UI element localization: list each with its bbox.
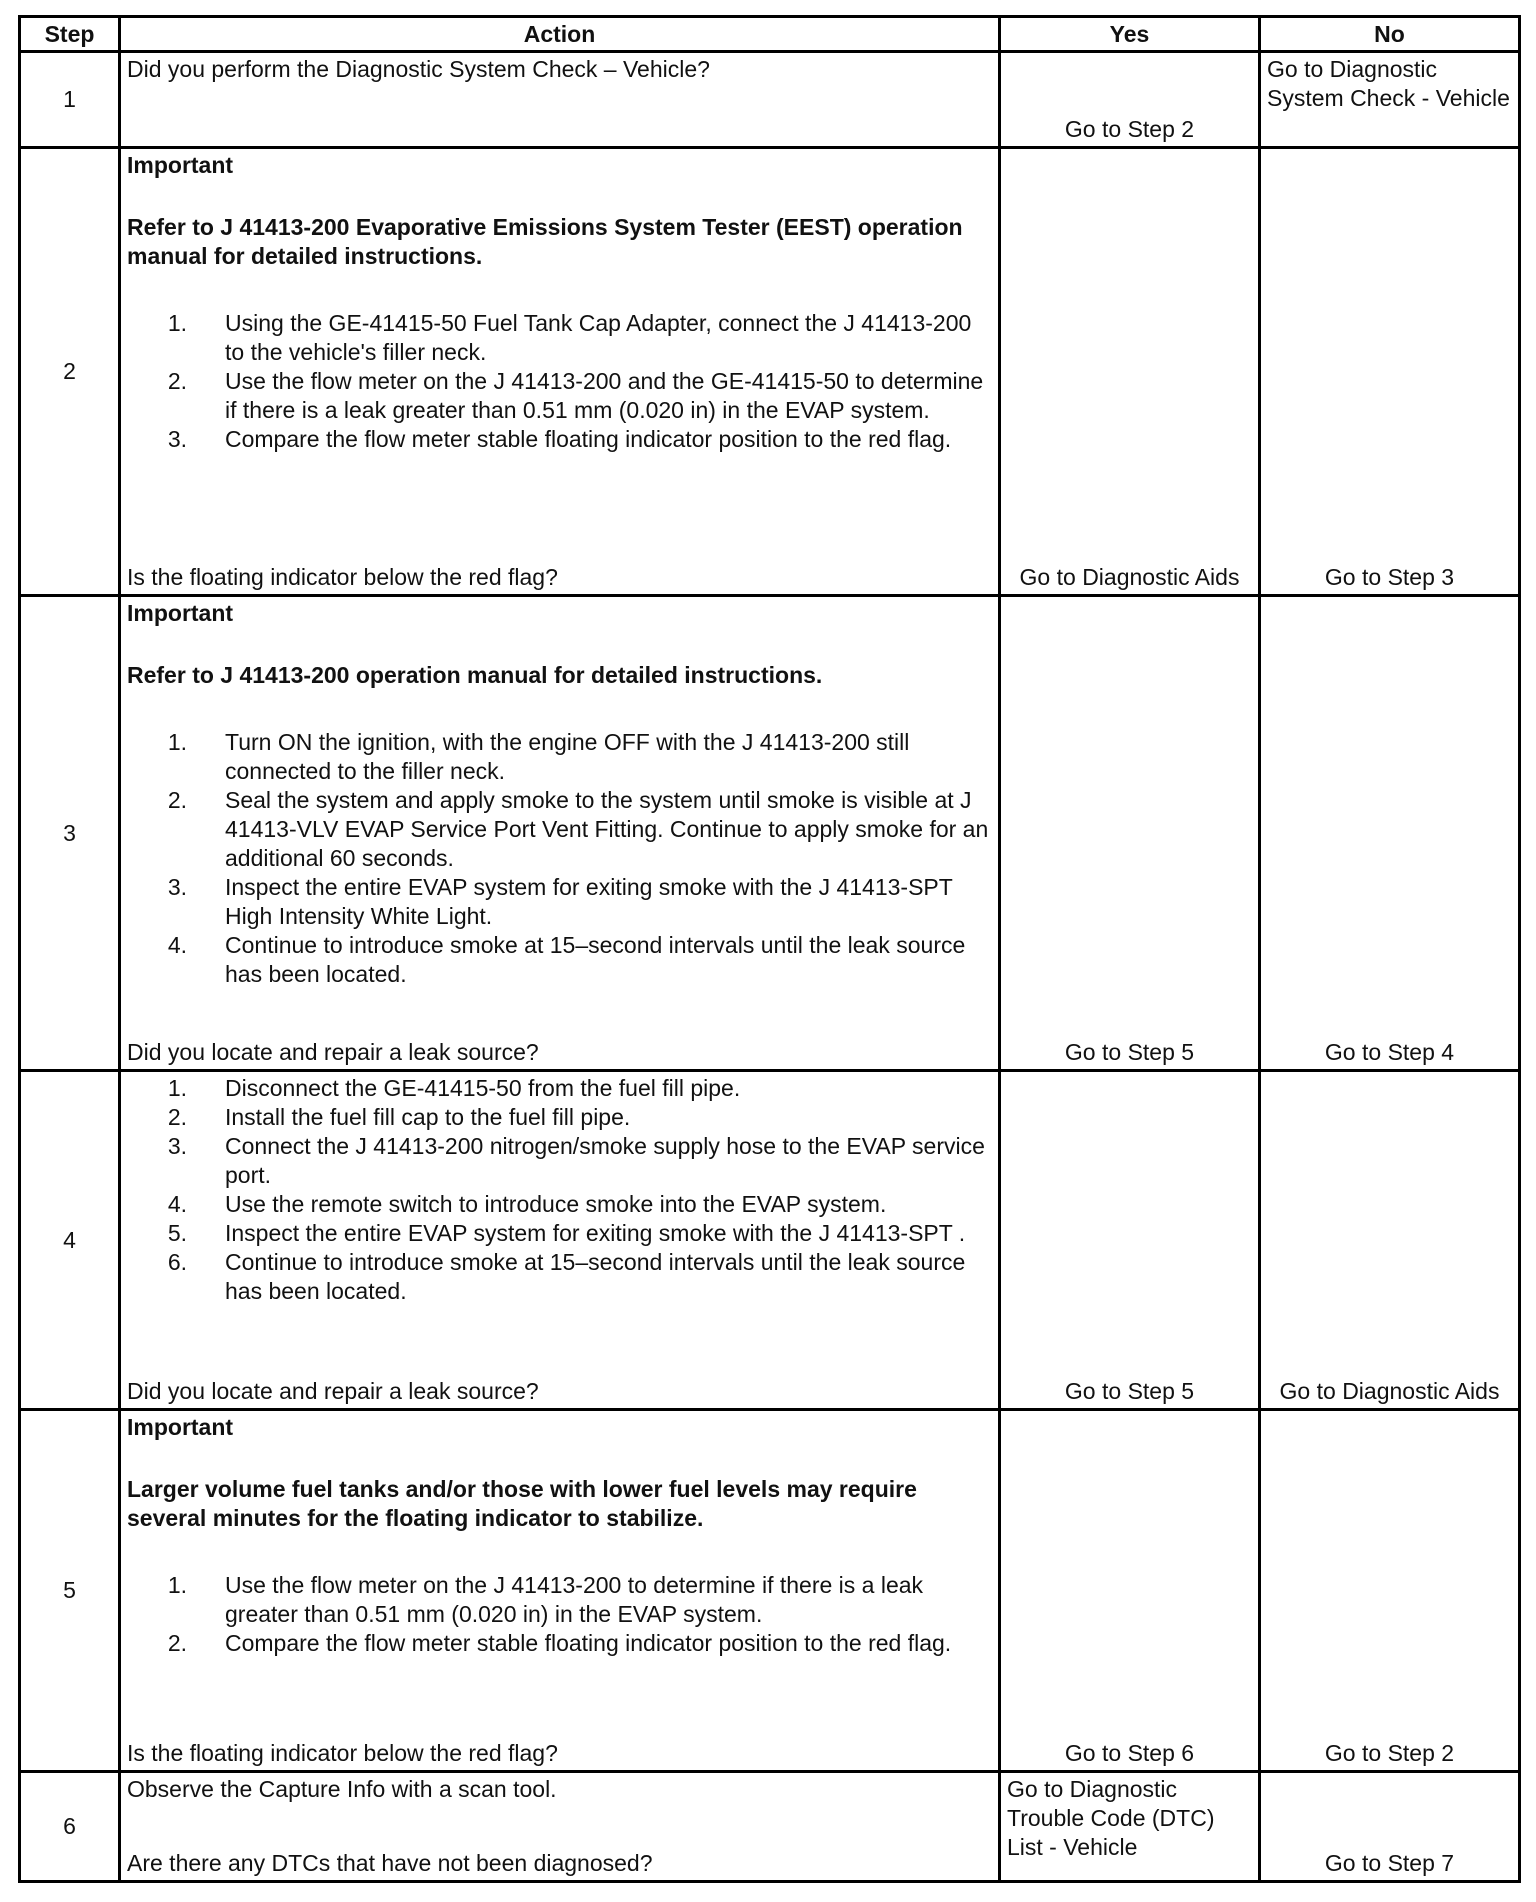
step-question: Is the floating indicator below the red flag? [127, 1739, 558, 1766]
yes-cell [1000, 596, 1260, 1071]
yes-outcome: Go to Step 5 [1064, 1038, 1195, 1065]
header-no: No [1260, 17, 1520, 52]
header-yes: Yes [1000, 17, 1260, 52]
list-item: 3. Compare the flow meter stable floating indicator position to the red flag. [167, 426, 952, 453]
no-outcome: Go to Step 4 [1324, 1038, 1455, 1065]
step-number: 6 [20, 1771, 120, 1881]
yes-outcome: Go to Step 6 [1064, 1739, 1195, 1766]
step-number: 1 [20, 52, 120, 148]
table-row [20, 1410, 1520, 1771]
list-item: 1. Use the flow meter on the J 41413-200 to determine if there is a leak greater than 0.51 mm (0.020 in) in the EVAP system. [167, 1572, 924, 1628]
table-row [20, 1771, 1520, 1881]
step-number: 3 [20, 596, 120, 1071]
table-row [20, 148, 1520, 596]
no-cell [1260, 52, 1520, 148]
yes-outcome: Go to Diagnostic Aids [1019, 564, 1240, 591]
no-outcome: Go to Step 2 [1324, 1739, 1455, 1766]
no-cell [1260, 596, 1520, 1071]
important-heading: Important [127, 152, 234, 179]
list-item: 1. Disconnect the GE-41415-50 from the fuel fill pipe. [167, 1074, 741, 1101]
yes-outcome: Go to Step 5 [1064, 1378, 1195, 1405]
no-cell [1260, 1070, 1520, 1409]
no-outcome: Go to Step 3 [1324, 564, 1455, 591]
list-item: 4. Continue to introduce smoke at 15–second intervals until the leak source has been located. [167, 932, 966, 988]
instruction-list [127, 309, 992, 454]
yes-outcome: Go to Diagnostic Trouble Code (DTC) List - Vehicle [1007, 1775, 1215, 1860]
action-cell [120, 1070, 1000, 1409]
list-item: 6. Continue to introduce smoke at 15–second intervals until the leak source has been located. [167, 1248, 966, 1304]
instruction-list [127, 728, 992, 989]
step-number: 2 [20, 148, 120, 596]
no-cell [1260, 148, 1520, 596]
important-note: Refer to J 41413-200 Evaporative Emissions System Tester (EEST) operation manual for detailed instructions. [127, 214, 963, 270]
important-note: Refer to J 41413-200 operation manual for detailed instructions. [127, 662, 823, 689]
no-cell [1260, 1410, 1520, 1771]
action-cell [120, 1410, 1000, 1771]
list-item: 2. Seal the system and apply smoke to the system until smoke is visible at J 41413-VLV EVAP Service Port Vent Fitting. Continue to apply smoke for an additional 60 seconds. [167, 787, 989, 872]
table-row [20, 596, 1520, 1071]
instruction-list [127, 1074, 992, 1306]
list-item: 2. Install the fuel fill cap to the fuel fill pipe. [167, 1103, 631, 1130]
yes-cell [1000, 1771, 1260, 1881]
action-cell [120, 148, 1000, 596]
important-heading: Important [127, 1414, 234, 1441]
no-outcome: Go to Step 7 [1324, 1850, 1455, 1876]
yes-outcome: Go to Step 2 [1064, 116, 1195, 143]
step-question: Is the floating indicator below the red flag? [127, 564, 558, 591]
list-item: 1. Turn ON the ignition, with the engine OFF with the J 41413-200 still connected to the filler neck. [167, 729, 910, 785]
step-question: Did you locate and repair a leak source? [127, 1038, 539, 1065]
header-row [20, 17, 1520, 52]
table-row [20, 52, 1520, 148]
important-heading: Important [127, 600, 234, 627]
yes-cell [1000, 148, 1260, 596]
step-intro: Observe the Capture Info with a scan tool. [127, 1775, 557, 1802]
list-item: 4. Use the remote switch to introduce smoke into the EVAP system. [167, 1190, 887, 1217]
yes-cell [1000, 1070, 1260, 1409]
diagnostic-table [18, 15, 1521, 1883]
action-cell [120, 596, 1000, 1071]
list-item: 2. Compare the flow meter stable floating indicator position to the red flag. [167, 1630, 952, 1657]
step-question: Did you locate and repair a leak source? [127, 1378, 539, 1405]
step-question: Are there any DTCs that have not been diagnosed? [127, 1850, 653, 1876]
yes-cell [1000, 1410, 1260, 1771]
list-item: 3. Connect the J 41413-200 nitrogen/smoke supply hose to the EVAP service port. [167, 1132, 985, 1188]
header-step: Step [20, 17, 120, 52]
no-outcome: Go to Diagnostic Aids [1279, 1378, 1500, 1405]
no-outcome: Go to Diagnostic System Check - Vehicle [1267, 56, 1510, 112]
step-question: Did you perform the Diagnostic System Check – Vehicle? [127, 56, 710, 83]
yes-cell [1000, 52, 1260, 148]
important-note: Larger volume fuel tanks and/or those with lower fuel levels may require several minutes for the floating indicator to stabilize. [127, 1476, 917, 1532]
action-cell [120, 1771, 1000, 1881]
action-cell [120, 52, 1000, 148]
step-number: 4 [20, 1070, 120, 1409]
list-item: 1. Using the GE-41415-50 Fuel Tank Cap Adapter, connect the J 41413-200 to the vehicle's filler neck. [167, 310, 972, 366]
header-action: Action [120, 17, 1000, 52]
step-number: 5 [20, 1410, 120, 1771]
list-item: 2. Use the flow meter on the J 41413-200 and the GE-41415-50 to determine if there is a leak greater than 0.51 mm (0.020 in) in the EVAP system. [167, 368, 984, 424]
instruction-list [127, 1571, 992, 1658]
no-cell [1260, 1771, 1520, 1881]
list-item: 5. Inspect the entire EVAP system for exiting smoke with the J 41413-SPT . [167, 1219, 966, 1246]
list-item: 3. Inspect the entire EVAP system for exiting smoke with the J 41413-SPT High Intensity White Light. [167, 874, 953, 930]
table-row [20, 1070, 1520, 1409]
